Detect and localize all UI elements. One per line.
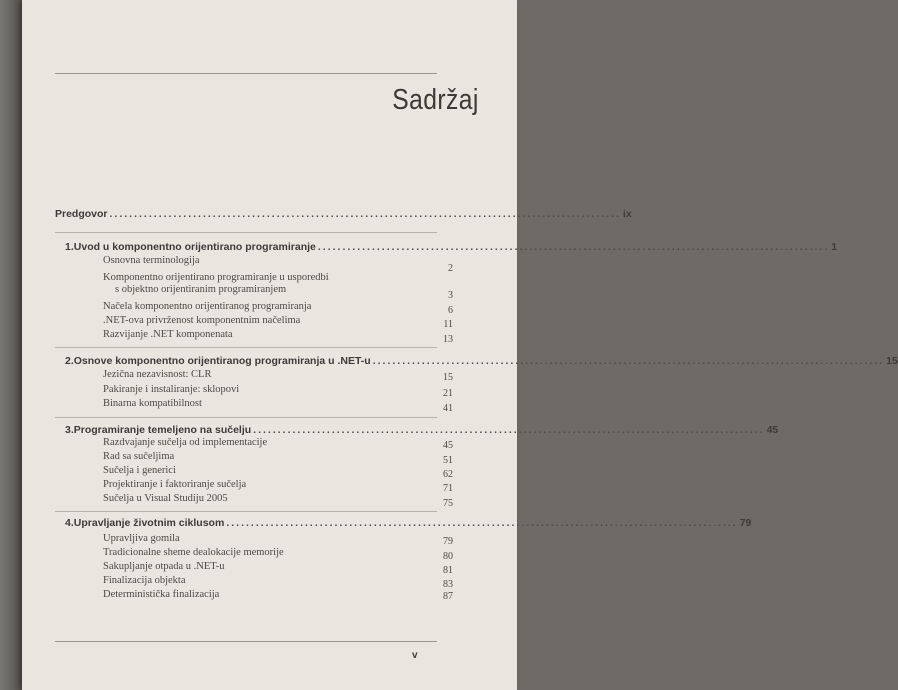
toc-chapter[interactable] bbox=[55, 355, 898, 367]
chapter-number: 3. bbox=[65, 424, 74, 436]
leader-dots: ........................................................................................................ bbox=[372, 355, 885, 367]
section-page: 79 bbox=[443, 536, 453, 547]
chapter-page: 15 bbox=[886, 355, 898, 367]
toc-section[interactable] bbox=[103, 561, 453, 576]
top-rule bbox=[55, 73, 437, 74]
section-title: .NET-ova privrženost komponentnim načelima bbox=[103, 315, 301, 326]
toc-section-cont[interactable] bbox=[103, 284, 453, 301]
section-title: Sučelja i generici bbox=[103, 465, 176, 476]
toc-section[interactable] bbox=[103, 451, 453, 466]
leader-dots: ........................................................................................................ bbox=[253, 424, 765, 436]
chapter-title: Programiranje temeljeno na sučelju bbox=[73, 424, 252, 436]
separator bbox=[55, 347, 437, 348]
leader-dots: ........................................................................................................ bbox=[109, 208, 621, 220]
toc-section[interactable] bbox=[103, 255, 453, 274]
toc-section[interactable] bbox=[103, 589, 453, 600]
toc-section[interactable] bbox=[103, 369, 453, 383]
section-title: Rad sa sučeljima bbox=[103, 451, 175, 462]
toc-section[interactable] bbox=[103, 437, 453, 451]
toc-section[interactable] bbox=[103, 547, 453, 562]
section-title: Sakupljanje otpada u .NET-u bbox=[103, 561, 225, 572]
toc-section[interactable] bbox=[103, 329, 453, 345]
section-page: 87 bbox=[443, 591, 453, 602]
toc-chapter[interactable] bbox=[55, 424, 779, 436]
section-title: Jezična nezavisnost: CLR bbox=[103, 369, 212, 380]
toc-preface[interactable] bbox=[55, 208, 632, 220]
chapter-number: 1. bbox=[65, 241, 74, 253]
toc-section[interactable] bbox=[103, 533, 453, 547]
section-title: Pakiranje i instaliranje: sklopovi bbox=[103, 384, 240, 395]
separator bbox=[55, 232, 437, 233]
leader-dots: ........................................................................................................ bbox=[317, 241, 830, 253]
section-title: Binarna kompatibilnost bbox=[103, 398, 202, 409]
section-page: 83 bbox=[443, 579, 453, 590]
section-page: 13 bbox=[443, 334, 453, 345]
toc-chapter[interactable] bbox=[55, 517, 752, 529]
toc-preface-page: ix bbox=[622, 208, 632, 220]
chapter-page: 45 bbox=[766, 424, 779, 436]
bottom-rule bbox=[55, 641, 437, 642]
separator bbox=[55, 417, 437, 418]
section-title: Razvijanje .NET komponenata bbox=[103, 329, 233, 340]
section-title: Osnovna terminologija bbox=[103, 255, 200, 266]
toc-preface-label: Predgovor bbox=[55, 208, 108, 220]
chapter-number: 2. bbox=[65, 355, 74, 367]
leader-dots: ........................................................................................................ bbox=[226, 517, 738, 529]
section-page: 15 bbox=[443, 372, 453, 383]
section-title: Deterministička finalizacija bbox=[103, 589, 220, 600]
section-page: 41 bbox=[443, 403, 453, 414]
chapter-page: 79 bbox=[739, 517, 752, 529]
toc-section[interactable] bbox=[103, 479, 453, 494]
section-title: Načela komponentno orijentiranog programiranja bbox=[103, 301, 312, 312]
page-title: Sadržaj bbox=[392, 84, 479, 116]
section-page: 45 bbox=[443, 440, 453, 451]
toc-chapter[interactable] bbox=[55, 241, 838, 253]
toc-section[interactable] bbox=[103, 398, 453, 414]
toc-section[interactable] bbox=[103, 465, 453, 480]
section-title: Razdvajanje sučelja od implementacije bbox=[103, 437, 268, 448]
section-page: 3 bbox=[448, 290, 453, 301]
toc-section[interactable] bbox=[103, 575, 453, 590]
chapter-page: 1 bbox=[831, 241, 838, 253]
toc-section[interactable] bbox=[103, 272, 453, 283]
section-title-cont: s objektno orijentiranim programiranjem bbox=[115, 284, 287, 295]
section-title: Finalizacija objekta bbox=[103, 575, 186, 586]
chapter-title: Osnove komponentno orijentiranog programiranja u .NET-u bbox=[73, 355, 371, 367]
toc-section[interactable] bbox=[103, 493, 453, 509]
section-title: Tradicionalne sheme dealokacije memorije bbox=[103, 547, 284, 558]
chapter-title: Uvod u komponentno orijentirano programiranje bbox=[73, 241, 316, 253]
section-title: Sučelja u Visual Studiju 2005 bbox=[103, 493, 228, 504]
section-page: 62 bbox=[443, 469, 453, 480]
section-title: Projektiranje i faktoriranje sučelja bbox=[103, 479, 247, 490]
toc-section[interactable] bbox=[103, 384, 453, 399]
section-page: 51 bbox=[443, 455, 453, 466]
chapter-title: Upravljanje životnim ciklusom bbox=[73, 517, 225, 529]
toc-section[interactable] bbox=[103, 315, 453, 330]
separator bbox=[55, 511, 437, 512]
toc-section[interactable] bbox=[103, 301, 453, 316]
section-title: Komponentno orijentirano programiranje u usporedbi bbox=[103, 272, 329, 283]
section-page: 21 bbox=[443, 388, 453, 399]
section-page: 2 bbox=[448, 263, 453, 274]
section-page: 6 bbox=[448, 305, 453, 316]
section-page: 80 bbox=[443, 551, 453, 562]
section-page: 71 bbox=[443, 483, 453, 494]
chapter-number: 4. bbox=[65, 517, 74, 529]
section-page: 11 bbox=[443, 319, 453, 330]
section-page: 75 bbox=[443, 498, 453, 509]
section-page: 81 bbox=[443, 565, 453, 576]
page-number: v bbox=[412, 650, 418, 661]
section-title: Upravljiva gomila bbox=[103, 533, 180, 544]
